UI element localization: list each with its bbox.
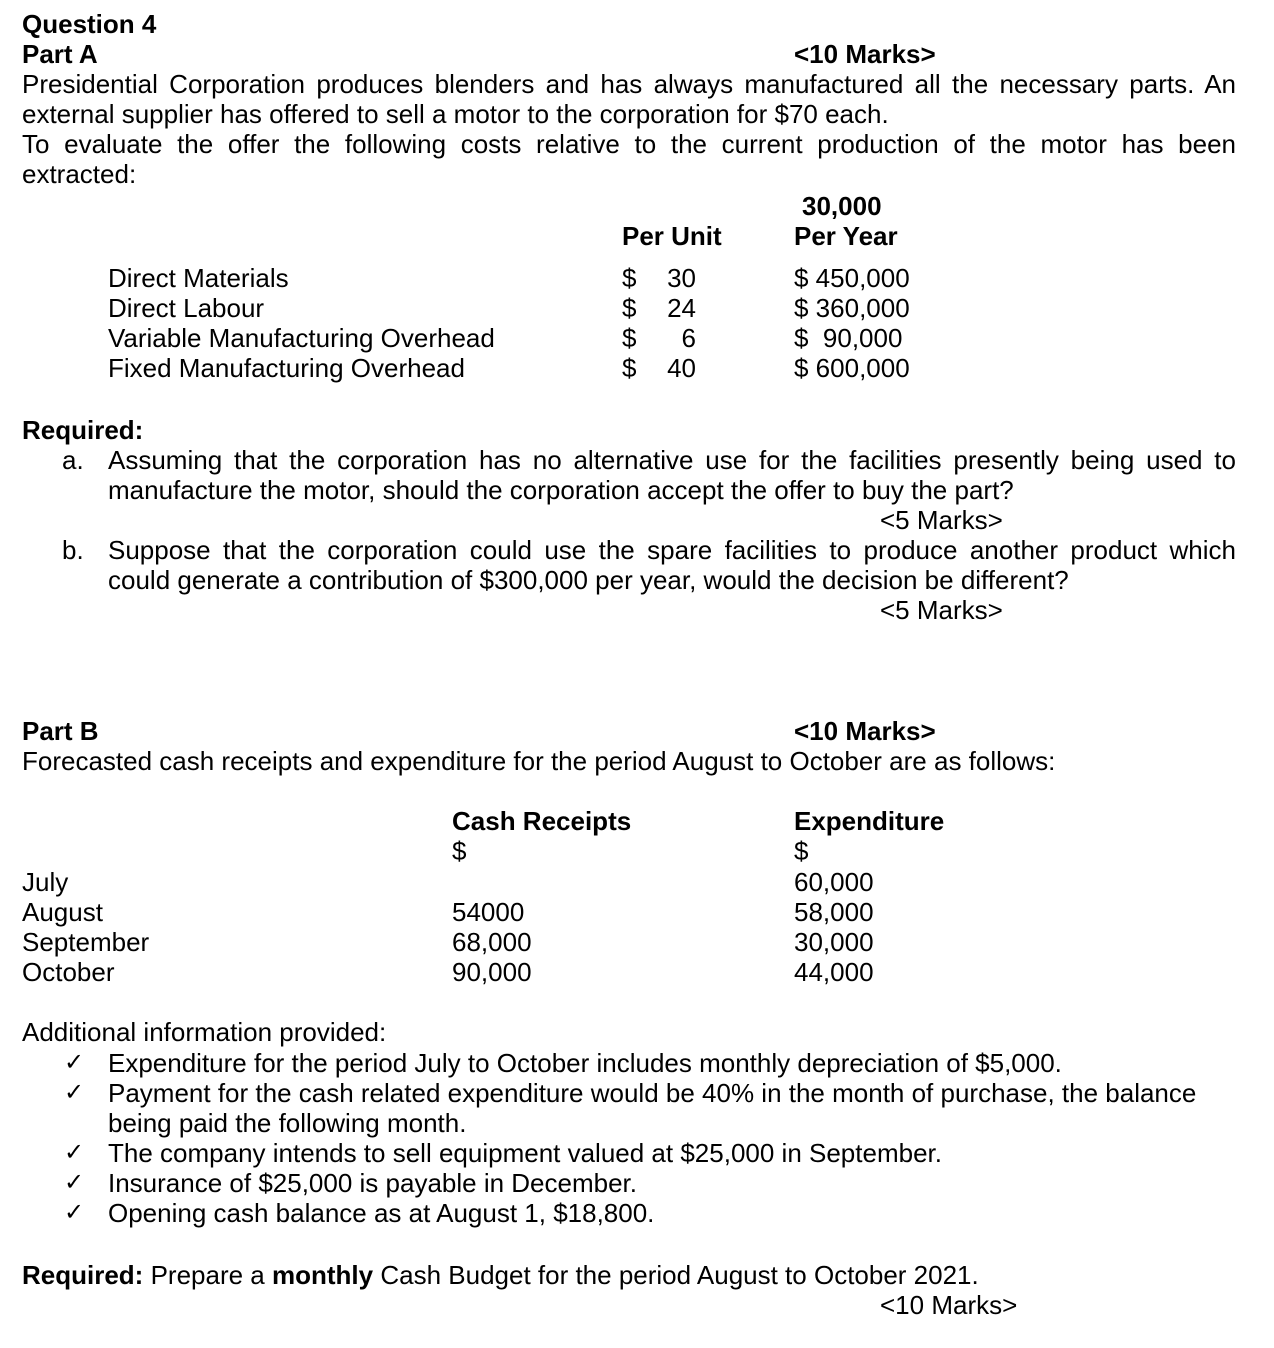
currency-symbol: $ [622,323,637,353]
part-b-required [22,1260,979,1290]
part-b-required-label: Required: [22,1260,144,1290]
col-header-per-year: Per Year [794,221,898,251]
row-label: Direct Labour [108,293,265,323]
per-year-value: $ 600,000 [794,353,910,383]
col-header-volume: 30,000 [802,191,882,221]
part-a-title: Part A [22,39,98,69]
additional-info-heading: Additional information provided: [22,1017,387,1047]
question-b-label: b. [62,535,84,565]
currency-symbol: $ [622,263,637,293]
month-label: October [22,957,115,987]
expenditure-value: 58,000 [794,897,874,927]
part-b-required-post: Cash Budget for the period August to October 2021. [380,1260,979,1290]
bullet-text: Expenditure for the period July to October includes monthly depreciation of $5,000. [108,1048,1062,1078]
receipts-value: 90,000 [452,957,532,987]
month-label: September [22,927,150,957]
question-a-label: a. [62,445,84,475]
expenditure-value: 44,000 [794,957,874,987]
bullet-text: Payment for the cash related expenditure would be 40% in the month of purchase, the balance being paid the following month. [108,1078,1197,1138]
month-label: August [22,897,103,927]
expenditure-value: 60,000 [794,867,874,897]
part-b-required-pre: Prepare a [150,1260,265,1290]
part-a-intro-2: To evaluate the offer the following costs relative to the current production of the motor has been extracted: [22,129,1236,189]
per-unit-value: 6 [681,323,696,353]
question-b-marks: <5 Marks> [880,595,1003,625]
per-year-value: $ 90,000 [794,323,903,353]
checkmark-icon: ✓ [64,1139,85,1166]
col-header-per-unit: Per Unit [622,221,722,251]
part-b-marks: <10 Marks> [794,716,936,746]
month-label: July [22,867,69,897]
part-b-intro: Forecasted cash receipts and expenditure for the period August to October are as follows: [22,746,1056,776]
row-label: Variable Manufacturing Overhead [108,323,495,353]
receipts-value: 68,000 [452,927,532,957]
per-year-value: $ 360,000 [794,293,910,323]
part-b-final-marks: <10 Marks> [880,1290,1018,1320]
part-a-required-heading: Required: [22,415,144,445]
question-a-marks: <5 Marks> [880,505,1003,535]
bullet-text: Opening cash balance as at August 1, $18,800. [108,1198,655,1228]
question-b [62,535,1236,595]
part-b-title: Part B [22,716,99,746]
per-unit-value: 24 [667,293,696,323]
part-b-required-emphasis: monthly [272,1260,374,1290]
question-title: Question 4 [22,9,157,39]
part-a-intro: Presidential Corporation produces blenders and has always manufactured all the necessary parts. An external supplier has offered to sell a motor to the corporation for $70 each. [22,69,1236,129]
checkmark-icon: ✓ [64,1199,85,1226]
bullet-text: The company intends to sell equipment valued at $25,000 in September. [108,1138,942,1168]
per-unit-value: 30 [667,263,696,293]
col-header-expenditure: Expenditure [794,806,945,836]
col-unit-cash-receipts: $ [452,836,467,866]
checkmark-icon: ✓ [64,1169,85,1196]
currency-symbol: $ [622,293,637,323]
question-b-text: Suppose that the corporation could use the spare facilities to produce another product which could generate a contribution of $300,000 per year, would the decision be different? [108,535,1236,595]
row-label: Direct Materials [108,263,289,293]
bullet-text: Insurance of $25,000 is payable in December. [108,1168,638,1198]
question-a-text: Assuming that the corporation has no alternative use for the facilities presently being used to manufacture the motor, should the corporation accept the offer to buy the part? [108,445,1236,505]
receipts-value: 54000 [452,897,525,927]
expenditure-value: 30,000 [794,927,874,957]
part-a-marks: <10 Marks> [794,39,936,69]
col-unit-expenditure: $ [794,836,809,866]
question-a [62,445,1236,505]
currency-symbol: $ [622,353,637,383]
col-header-cash-receipts: Cash Receipts [452,806,632,836]
row-label: Fixed Manufacturing Overhead [108,353,465,383]
per-year-value: $ 450,000 [794,263,910,293]
checkmark-icon: ✓ [64,1079,85,1106]
per-unit-value: 40 [667,353,696,383]
checkmark-icon: ✓ [64,1049,85,1076]
